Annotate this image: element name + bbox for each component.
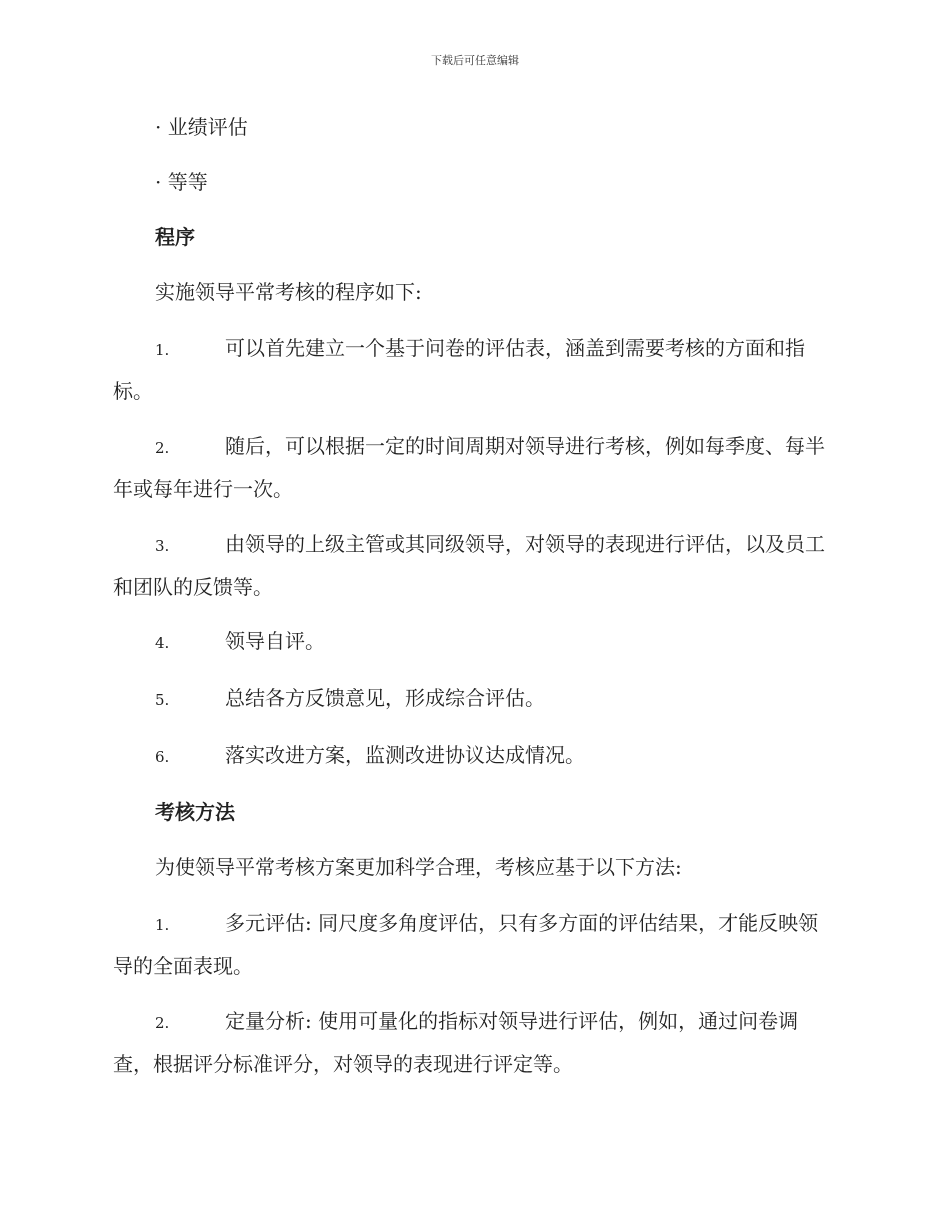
procedure-list-item	[113, 426, 835, 510]
section-heading-methods: 考核方法	[155, 800, 235, 824]
list-text: 随后，可以根据一定的时间周期对领导进行考核，例如每季度、每半年或每年进行一次。	[113, 434, 825, 501]
methods-list-item	[113, 1001, 835, 1085]
list-text: 定量分析: 使用可量化的指标对领导进行评估，例如，通过问卷调查，根据评分标准评分，对领导的表现进行评定等。	[113, 1009, 799, 1076]
section-heading-procedure: 程序	[155, 225, 195, 249]
methods-list-item	[113, 903, 835, 987]
list-text: 由领导的上级主管或其同级领导，对领导的表现进行评估，以及员工和团队的反馈等。	[113, 532, 825, 599]
bullet-item: · 等等	[155, 170, 208, 194]
list-text: 总结各方反馈意见，形成综合评估。	[225, 686, 545, 710]
list-number: 2.	[155, 1014, 170, 1032]
list-number: 4.	[155, 634, 170, 652]
bullet-item: · 业绩评估	[155, 115, 248, 139]
list-number: 1.	[155, 341, 170, 359]
procedure-list-item	[113, 328, 835, 412]
procedure-list-item	[113, 679, 835, 719]
list-text: 领导自评。	[225, 629, 325, 653]
procedure-intro: 实施领导平常考核的程序如下:	[155, 280, 422, 304]
list-number: 5.	[155, 691, 170, 709]
list-text: 可以首先建立一个基于问卷的评估表，涵盖到需要考核的方面和指标。	[113, 336, 805, 403]
list-number: 6.	[155, 748, 170, 766]
list-number: 3.	[155, 537, 170, 555]
procedure-list-item	[113, 736, 835, 776]
list-text: 多元评估: 同尺度多角度评估，只有多方面的评估结果，才能反映领导的全面表现。	[113, 911, 819, 978]
document-body	[113, 108, 835, 1099]
list-number: 1.	[155, 916, 170, 934]
procedure-list-item	[113, 622, 835, 662]
methods-intro: 为使领导平常考核方案更加科学合理，考核应基于以下方法:	[155, 855, 682, 879]
page-header: 下载后可任意编辑	[431, 54, 519, 67]
list-text: 落实改进方案，监测改进协议达成情况。	[225, 743, 585, 767]
procedure-list-item	[113, 524, 835, 608]
list-number: 2.	[155, 439, 170, 457]
